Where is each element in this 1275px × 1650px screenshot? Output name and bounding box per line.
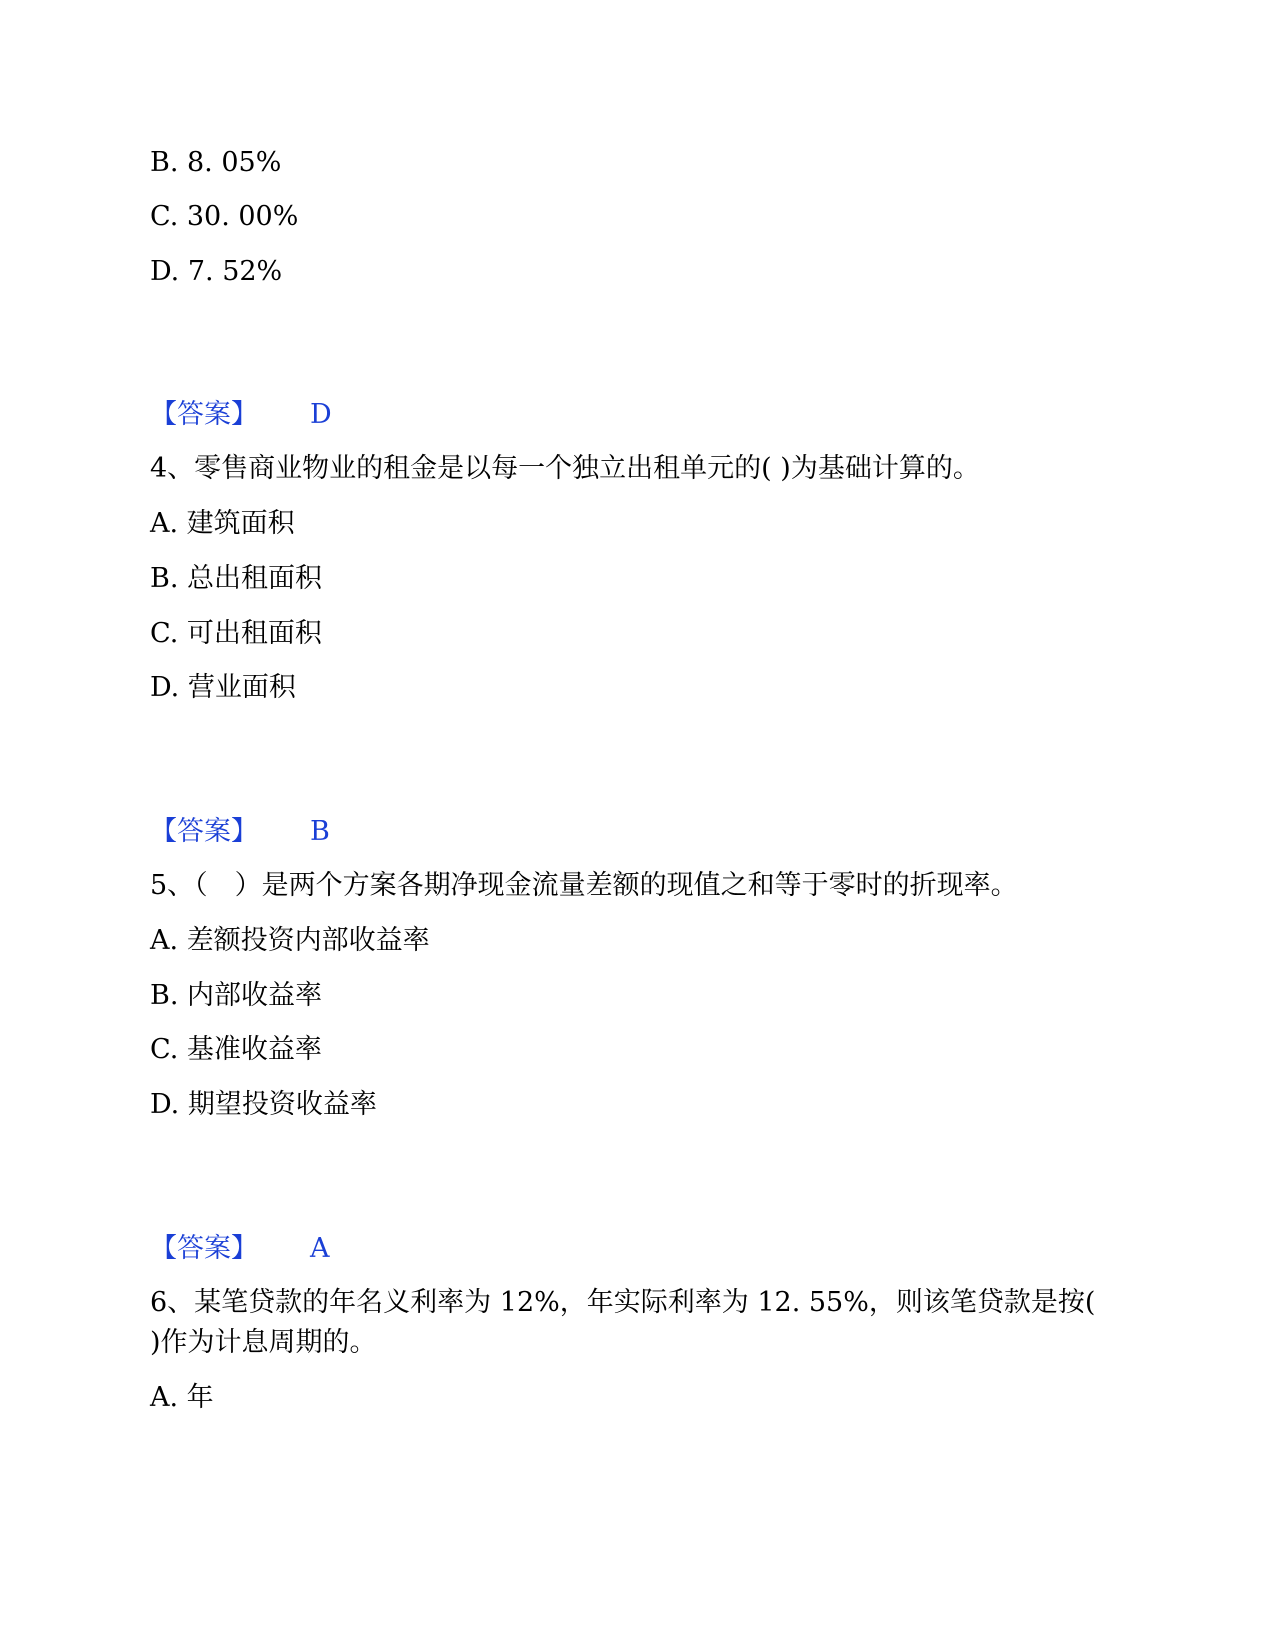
question-4-answer [150, 815, 330, 849]
answer-value: B [310, 816, 330, 847]
question-4-option-b: B. 总出租面积 [150, 563, 323, 594]
question-5-answer [150, 1232, 330, 1266]
question-4-option-d: D. 营业面积 [150, 672, 296, 703]
option-b: B. 8. 05% [150, 147, 282, 178]
question-5-option-b: B. 内部收益率 [150, 980, 323, 1011]
option-d: D. 7. 52% [150, 256, 283, 287]
answer-label: 【答案】 [150, 816, 258, 847]
question-6-stem-line-2: )作为计息周期的。 [150, 1327, 377, 1358]
question-6-stem-line-1: 6、某笔贷款的年名义利率为 12%，年实际利率为 12. 55%，则该笔贷款是按( [150, 1287, 1096, 1318]
question-5-stem: 5、（ ）是两个方案各期净现金流量差额的现值之和等于零时的折现率。 [150, 870, 1018, 901]
answer-value: D [310, 399, 332, 430]
question-4-option-a: A. 建筑面积 [150, 508, 295, 539]
question-5-option-c: C. 基准收益率 [150, 1034, 322, 1065]
answer-label: 【答案】 [150, 399, 258, 430]
answer-value: A [310, 1233, 330, 1264]
question-4-stem: 4、零售商业物业的租金是以每一个独立出租单元的( )为基础计算的。 [150, 453, 980, 484]
question-5-option-a: A. 差额投资内部收益率 [150, 925, 430, 956]
question-4-option-c: C. 可出租面积 [150, 618, 322, 649]
question-6-option-a: A. 年 [150, 1382, 214, 1413]
answer-line [150, 398, 332, 432]
option-c: C. 30. 00% [150, 201, 299, 232]
answer-label: 【答案】 [150, 1233, 258, 1264]
question-5-option-d: D. 期望投资收益率 [150, 1089, 377, 1120]
